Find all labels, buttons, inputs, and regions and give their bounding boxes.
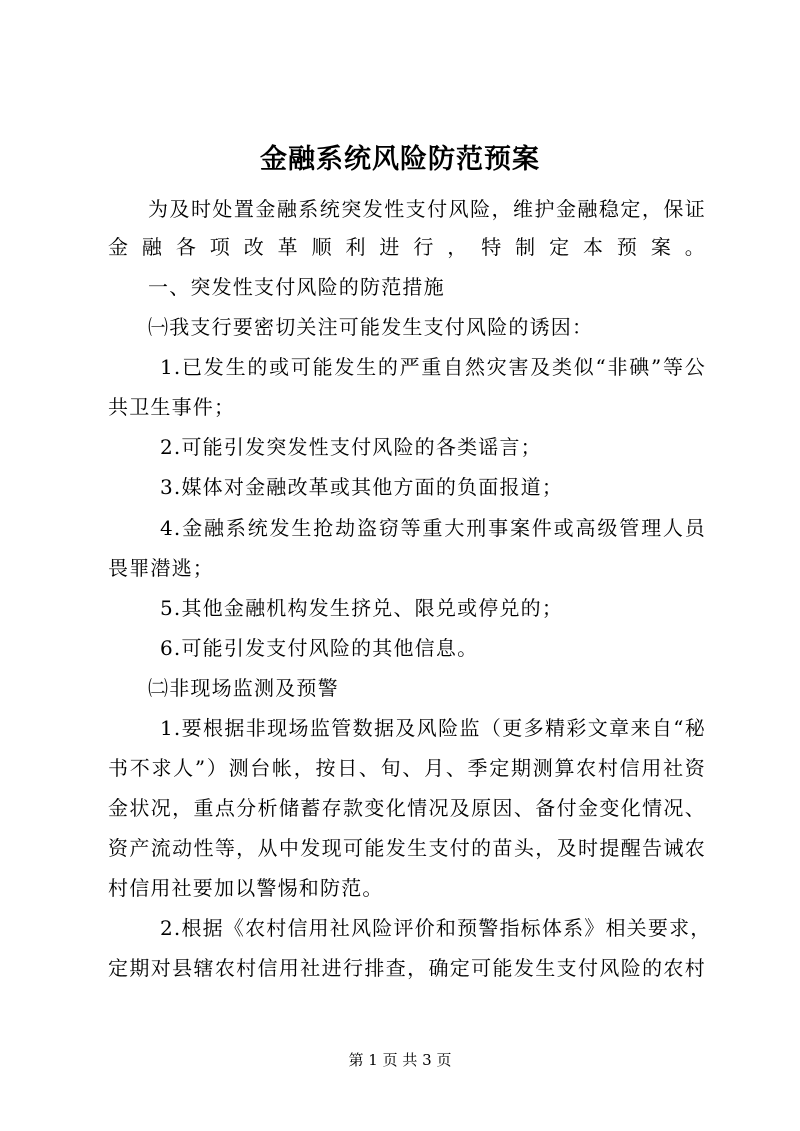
list-item-line: 1.已发生的或可能发生的严重自然灾害及类似“非碘”等公 <box>160 355 706 379</box>
list-item-line: 畏罪潜逃； <box>108 556 214 580</box>
subsection-heading: ㈠我支行要密切关注可能发生支付风险的诱因： <box>148 315 594 339</box>
list-item-line: 1.要根据非现场监管数据及风险监（更多精彩文章来自“秘 <box>160 716 706 740</box>
list-item-line: 资产流动性等，从中发现可能发生支付的苗头，及时提醒告诫农 <box>108 836 706 860</box>
list-item-line: 2.可能引发突发性支付风险的各类谣言； <box>160 435 542 459</box>
list-item-line: 村信用社要加以警惕和防范。 <box>108 876 384 900</box>
list-item-line: 5.其他金融机构发生挤兑、限兑或停兑的； <box>160 596 564 620</box>
list-item-line: 6.可能引发支付风险的其他信息。 <box>160 636 479 660</box>
page-footer: 第 1 页 共 3 页 <box>348 1051 452 1069</box>
list-item-line: 书不求人”）测台帐，按日、旬、月、季定期测算农村信用社资 <box>108 756 706 780</box>
list-item-line: 金状况，重点分析储蓄存款变化情况及原因、备付金变化情况、 <box>108 796 706 820</box>
paragraph-line: 金融各项改革顺利进行，特制定本预案。 <box>108 235 706 259</box>
subsection-heading: ㈡非现场监测及预警 <box>148 676 339 700</box>
list-item-line: 定期对县辖农村信用社进行排查，确定可能发生支付风险的农村 <box>108 956 706 980</box>
section-heading: 一、突发性支付风险的防范措施 <box>148 275 445 299</box>
list-item-line: 共卫生事件； <box>108 395 236 419</box>
list-item-line: 2.根据《农村信用社风险评价和预警指标体系》相关要求， <box>160 916 712 940</box>
list-item-line: 4.金融系统发生抢劫盗窃等重大刑事案件或高级管理人员 <box>160 516 706 540</box>
list-item-line: 3.媒体对金融改革或其他方面的负面报道； <box>160 475 564 499</box>
paragraph-line: 为及时处置金融系统突发性支付风险，维护金融稳定，保证 <box>148 197 706 221</box>
document-title: 金融系统风险防范预案 <box>260 144 540 175</box>
